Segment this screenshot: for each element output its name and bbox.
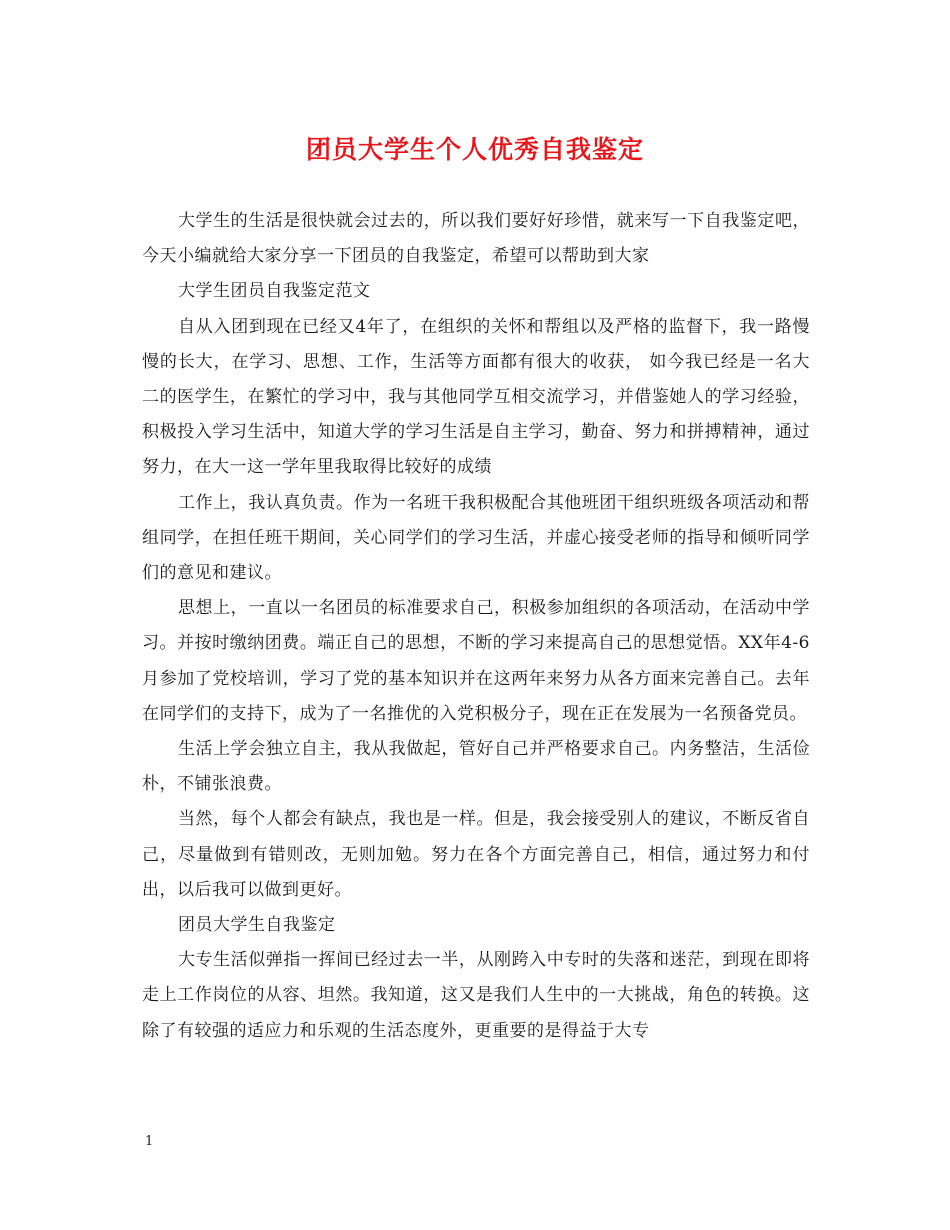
section-heading-sample: 大学生团员自我鉴定范文 <box>178 281 371 302</box>
page-number: 1 <box>145 1134 154 1149</box>
paragraph: 自从入团到现在已经又4年了，在组织的关怀和帮组以及严格的监督下，我一路慢慢的长大，在学习、思想、工作，生活等方面都有很大的收获， 如今我已经是一名大二的医学生，在繁忙的学习中，我与其他同学互相交流学习，并借鉴她人的学习经验，积极投入学习生活中，知道大学的学习生活是自主学习，勤奋、努力和拼搏精神，通过努力，在大一这一学年里我取得比较好的成绩 <box>142 316 810 478</box>
paragraph: 思想上，一直以一名团员的标准要求自己，积极参加组织的各项活动，在活动中学习。并按时缴纳团费。端正自己的思想，不断的学习来提高自己的思想觉悟。XX年4-6月参加了党校培训，学习了党的基本知识并在这两年来努力从各方面来完善自己。去年在同学们的支持下，成为了一名推优的入党积极分子，现在正在发展为一名预备党员。 <box>142 598 810 724</box>
paragraph: 当然，每个人都会有缺点，我也是一样。但是，我会接受别人的建议，不断反省自己，尽量做到有错则改，无则加勉。努力在各个方面完善自己，相信，通过努力和付出，以后我可以做到更好。 <box>142 809 810 900</box>
paragraph-intro: 大学生的生活是很快就会过去的，所以我们要好好珍惜，就来写一下自我鉴定吧，今天小编就给大家分享一下团员的自我鉴定，希望可以帮助到大家 <box>142 211 810 267</box>
document-body <box>142 204 810 1049</box>
paragraph: 工作上，我认真负责。作为一名班干我积极配合其他班团干组织班级各项活动和帮组同学，在担任班干期间，关心同学们的学习生活，并虚心接受老师的指导和倾听同学们的意见和建议。 <box>142 492 810 584</box>
section-heading-appraisal: 团员大学生自我鉴定 <box>178 915 336 936</box>
paragraph: 生活上学会独立自主，我从我做起，管好自己并严格要求自己。内务整洁，生活俭朴，不铺张浪费。 <box>142 739 810 795</box>
paragraph: 大专生活似弹指一挥间已经过去一半，从刚跨入中专时的失落和迷茫，到现在即将走上工作岗位的从容、坦然。我知道，这又是我们人生中的一大挑战，角色的转换。这除了有较强的适应力和乐观的生活态度外，更重要的是得益于大专 <box>142 950 810 1041</box>
document-title: 团员大学生个人优秀自我鉴定 <box>305 135 644 164</box>
